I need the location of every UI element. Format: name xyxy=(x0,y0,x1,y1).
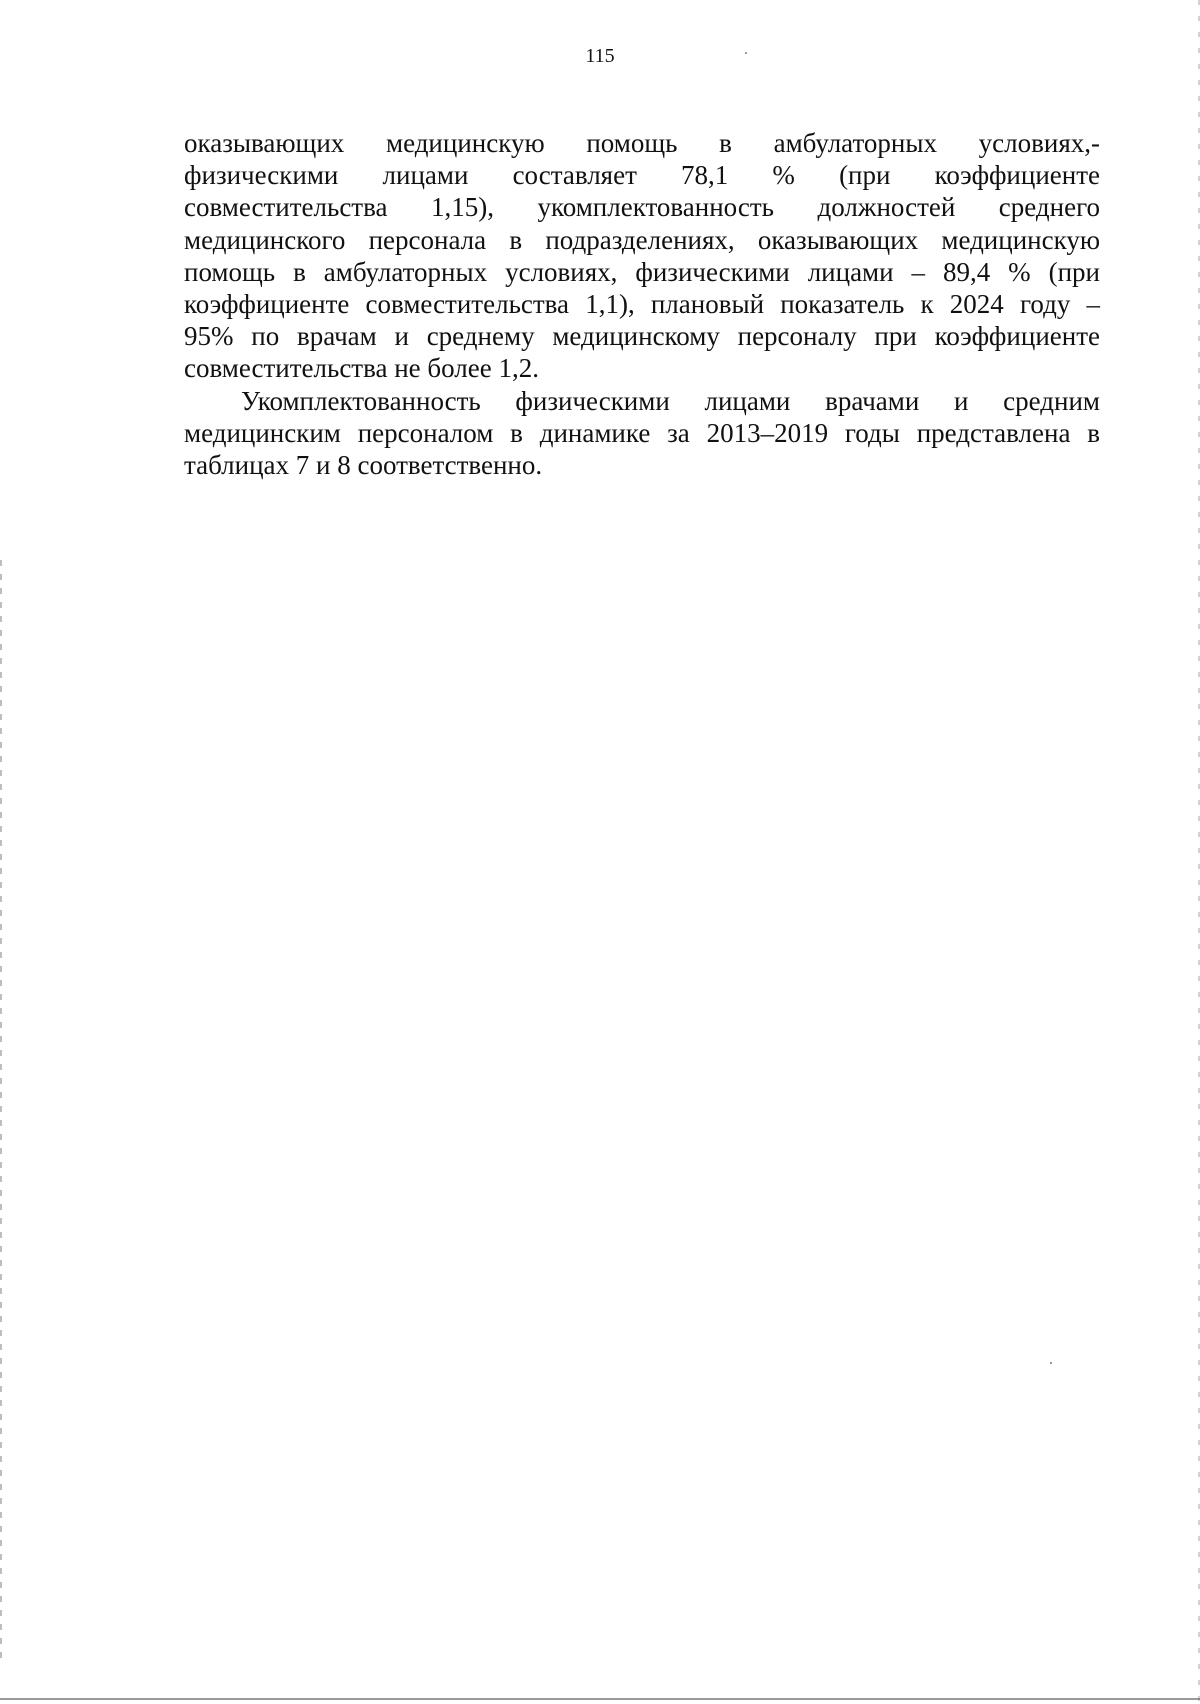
scan-speck xyxy=(1050,1362,1052,1364)
text-line: совместительства не более 1,2. xyxy=(184,353,539,384)
paragraph-1 xyxy=(184,127,1100,385)
text-line: оказывающих медицинскую помощь в амбулаторных условиях,- xyxy=(184,128,1100,158)
text-line: таблицах 7 и 8 соответственно. xyxy=(184,450,543,481)
paragraph-2 xyxy=(184,385,1100,482)
scan-edge-left xyxy=(0,560,2,1660)
text-line: 95% по врачам и среднему медицинскому персоналу при коэффициенте xyxy=(184,321,1100,352)
text-line: помощь в амбулаторных условиях, физическими лицами – 89,4 % (при xyxy=(184,256,1100,287)
text-line: коэффициенте совместительства 1,1), плановый показатель к 2024 году – xyxy=(184,289,1100,320)
text-line: медицинским персоналом в динамике за 2013–2019 годы представлена в xyxy=(184,417,1100,448)
text-line: физическими лицами составляет 78,1 % (при коэффициенте xyxy=(184,160,1100,191)
text-line: Укомплектованность физическими лицами врачами и средним xyxy=(241,385,1100,416)
page-number: 115 xyxy=(585,45,615,67)
document-body xyxy=(184,127,1100,481)
scan-edge-bottom xyxy=(0,1698,1200,1700)
text-line: медицинского персонала в подразделениях, оказывающих медицинскую xyxy=(184,224,1100,255)
text-line: совместительства 1,15), укомплектованность должностей среднего xyxy=(184,192,1100,223)
scan-speck xyxy=(745,52,747,54)
